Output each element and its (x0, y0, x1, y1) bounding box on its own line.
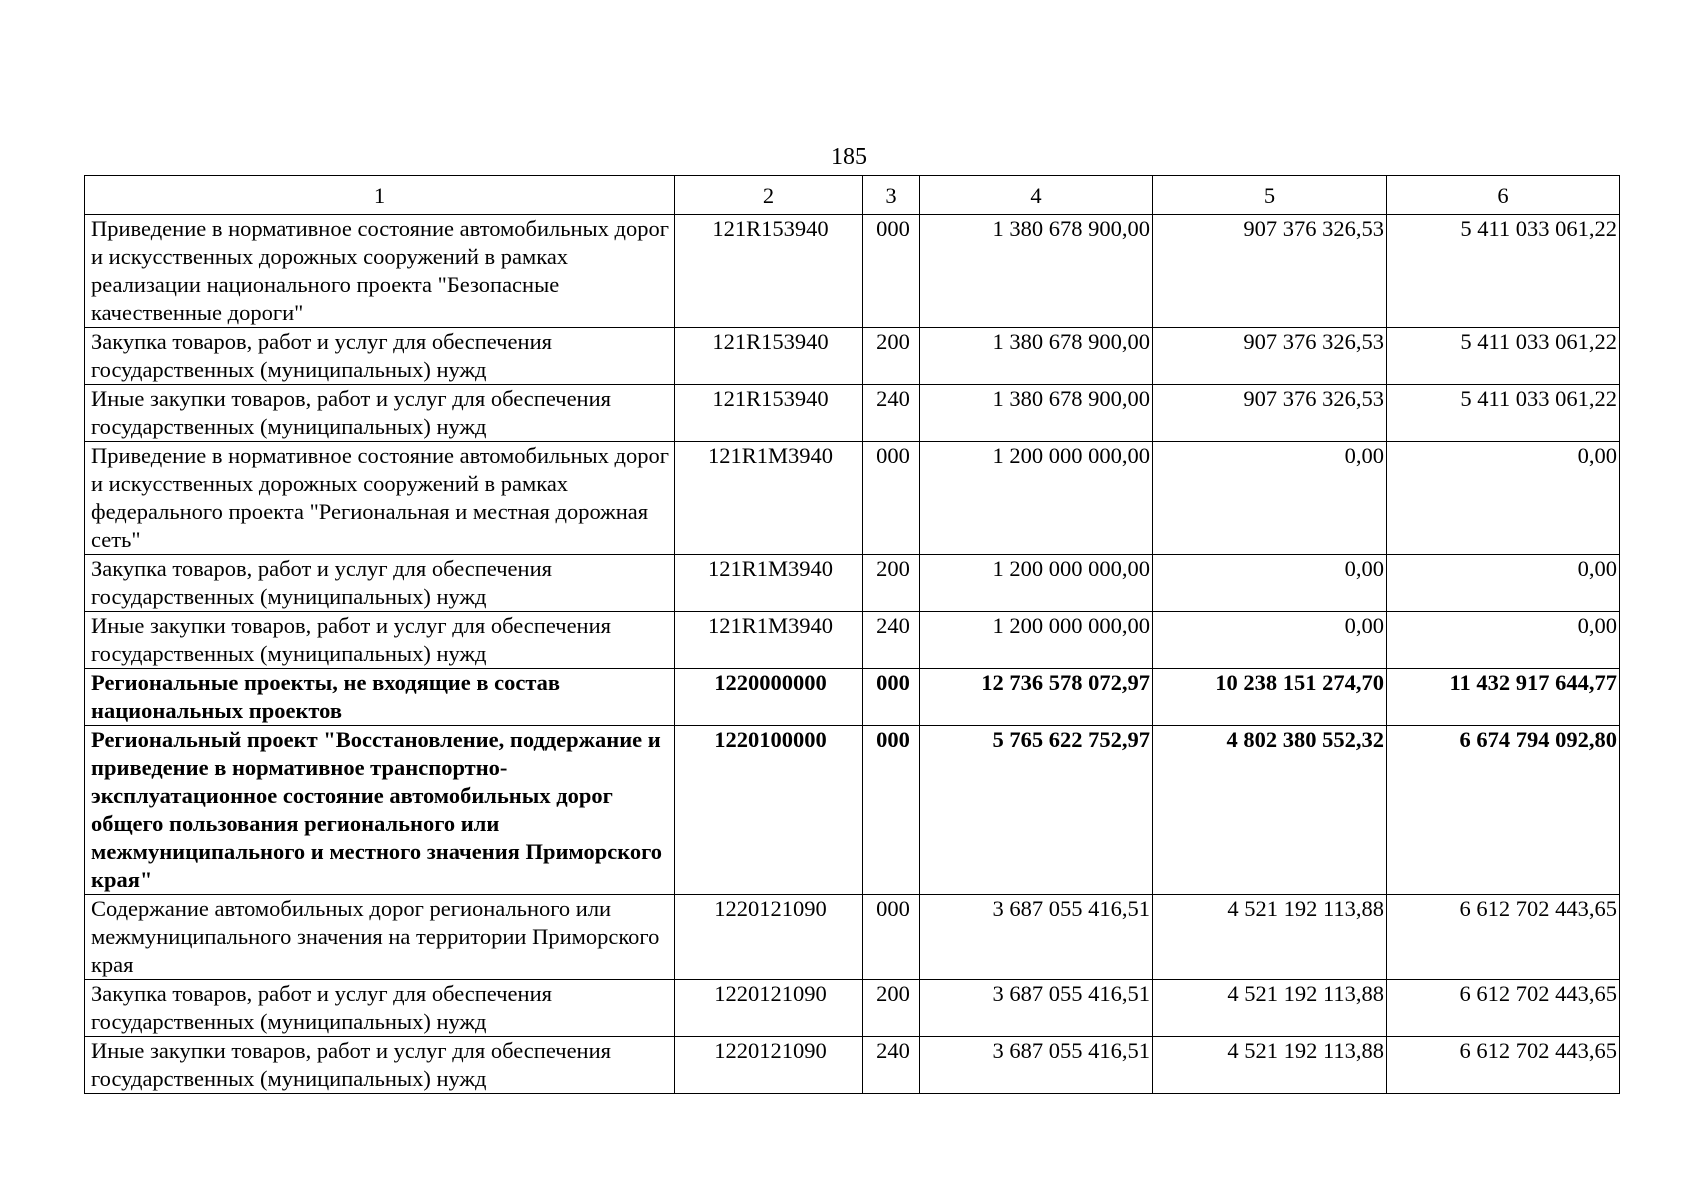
row-type-cell: 000 (863, 895, 920, 980)
row-code-cell: 121R1M3940 (675, 555, 863, 612)
table-row (85, 669, 1620, 726)
row-amount-col5: 4 802 380 552,32 (1153, 726, 1387, 895)
row-type-cell: 000 (863, 215, 920, 328)
column-header-5: 5 (1153, 176, 1387, 215)
table-row (85, 385, 1620, 442)
row-amount-col4: 1 380 678 900,00 (920, 385, 1153, 442)
table-row (85, 328, 1620, 385)
column-header-2: 2 (675, 176, 863, 215)
row-amount-col5: 4 521 192 113,88 (1153, 1037, 1387, 1094)
row-type-cell: 240 (863, 612, 920, 669)
row-amount-col6: 6 612 702 443,65 (1387, 980, 1620, 1037)
row-amount-col4: 3 687 055 416,51 (920, 1037, 1153, 1094)
table-row (85, 895, 1620, 980)
row-amount-col4: 1 380 678 900,00 (920, 215, 1153, 328)
row-code-cell: 1220121090 (675, 980, 863, 1037)
row-name-cell: Региональный проект "Восстановление, поддержание и приведение в нормативное транспортно-эксплуатационное состояние автомобильных дорог общего пользования регионального или межмуниципального и местного значения Приморского края" (85, 726, 675, 895)
table-row (85, 980, 1620, 1037)
table-row (85, 726, 1620, 895)
row-amount-col6: 5 411 033 061,22 (1387, 328, 1620, 385)
row-amount-col5: 0,00 (1153, 555, 1387, 612)
budget-table (84, 175, 1620, 1094)
table-row (85, 215, 1620, 328)
row-code-cell: 1220000000 (675, 669, 863, 726)
row-amount-col4: 1 200 000 000,00 (920, 555, 1153, 612)
row-type-cell: 240 (863, 385, 920, 442)
row-name-cell: Закупка товаров, работ и услуг для обеспечения государственных (муниципальных) нужд (85, 555, 675, 612)
row-amount-col4: 1 380 678 900,00 (920, 328, 1153, 385)
row-amount-col6: 6 612 702 443,65 (1387, 895, 1620, 980)
row-amount-col6: 0,00 (1387, 555, 1620, 612)
row-amount-col4: 5 765 622 752,97 (920, 726, 1153, 895)
table-row (85, 442, 1620, 555)
table-body (85, 215, 1620, 1094)
row-amount-col5: 907 376 326,53 (1153, 215, 1387, 328)
row-type-cell: 200 (863, 980, 920, 1037)
table-row (85, 1037, 1620, 1094)
column-header-4: 4 (920, 176, 1153, 215)
row-amount-col6: 11 432 917 644,77 (1387, 669, 1620, 726)
row-code-cell: 1220121090 (675, 1037, 863, 1094)
row-amount-col4: 1 200 000 000,00 (920, 612, 1153, 669)
row-name-cell: Региональные проекты, не входящие в состав национальных проектов (85, 669, 675, 726)
row-code-cell: 121R153940 (675, 215, 863, 328)
row-amount-col5: 0,00 (1153, 612, 1387, 669)
row-code-cell: 121R153940 (675, 328, 863, 385)
row-code-cell: 1220121090 (675, 895, 863, 980)
row-type-cell: 000 (863, 726, 920, 895)
row-name-cell: Приведение в нормативное состояние автомобильных дорог и искусственных дорожных сооружений в рамках реализации национального проекта "Безопасные качественные дороги" (85, 215, 675, 328)
row-name-cell: Иные закупки товаров, работ и услуг для обеспечения государственных (муниципальных) нужд (85, 385, 675, 442)
row-name-cell: Содержание автомобильных дорог регионального или межмуниципального значения на территории Приморского края (85, 895, 675, 980)
row-amount-col6: 6 674 794 092,80 (1387, 726, 1620, 895)
row-code-cell: 121R153940 (675, 385, 863, 442)
row-amount-col5: 4 521 192 113,88 (1153, 980, 1387, 1037)
row-amount-col4: 12 736 578 072,97 (920, 669, 1153, 726)
row-type-cell: 240 (863, 1037, 920, 1094)
row-amount-col5: 907 376 326,53 (1153, 328, 1387, 385)
row-amount-col6: 0,00 (1387, 442, 1620, 555)
row-amount-col5: 4 521 192 113,88 (1153, 895, 1387, 980)
row-type-cell: 000 (863, 669, 920, 726)
table-header-row (85, 176, 1620, 215)
row-amount-col6: 0,00 (1387, 612, 1620, 669)
row-amount-col6: 5 411 033 061,22 (1387, 215, 1620, 328)
column-header-1: 1 (85, 176, 675, 215)
row-amount-col4: 1 200 000 000,00 (920, 442, 1153, 555)
row-type-cell: 000 (863, 442, 920, 555)
row-type-cell: 200 (863, 555, 920, 612)
column-header-6: 6 (1387, 176, 1620, 215)
table-row (85, 612, 1620, 669)
row-amount-col4: 3 687 055 416,51 (920, 895, 1153, 980)
row-type-cell: 200 (863, 328, 920, 385)
row-code-cell: 121R1M3940 (675, 442, 863, 555)
row-name-cell: Иные закупки товаров, работ и услуг для обеспечения государственных (муниципальных) нужд (85, 612, 675, 669)
row-name-cell: Приведение в нормативное состояние автомобильных дорог и искусственных дорожных сооружений в рамках федерального проекта "Региональная и местная дорожная сеть" (85, 442, 675, 555)
row-amount-col5: 0,00 (1153, 442, 1387, 555)
row-amount-col4: 3 687 055 416,51 (920, 980, 1153, 1037)
table-row (85, 555, 1620, 612)
row-code-cell: 121R1M3940 (675, 612, 863, 669)
row-name-cell: Иные закупки товаров, работ и услуг для обеспечения государственных (муниципальных) нужд (85, 1037, 675, 1094)
row-amount-col5: 10 238 151 274,70 (1153, 669, 1387, 726)
row-amount-col5: 907 376 326,53 (1153, 385, 1387, 442)
row-code-cell: 1220100000 (675, 726, 863, 895)
row-amount-col6: 6 612 702 443,65 (1387, 1037, 1620, 1094)
row-amount-col6: 5 411 033 061,22 (1387, 385, 1620, 442)
page-number: 185 (831, 144, 867, 170)
row-name-cell: Закупка товаров, работ и услуг для обеспечения государственных (муниципальных) нужд (85, 980, 675, 1037)
row-name-cell: Закупка товаров, работ и услуг для обеспечения государственных (муниципальных) нужд (85, 328, 675, 385)
column-header-3: 3 (863, 176, 920, 215)
